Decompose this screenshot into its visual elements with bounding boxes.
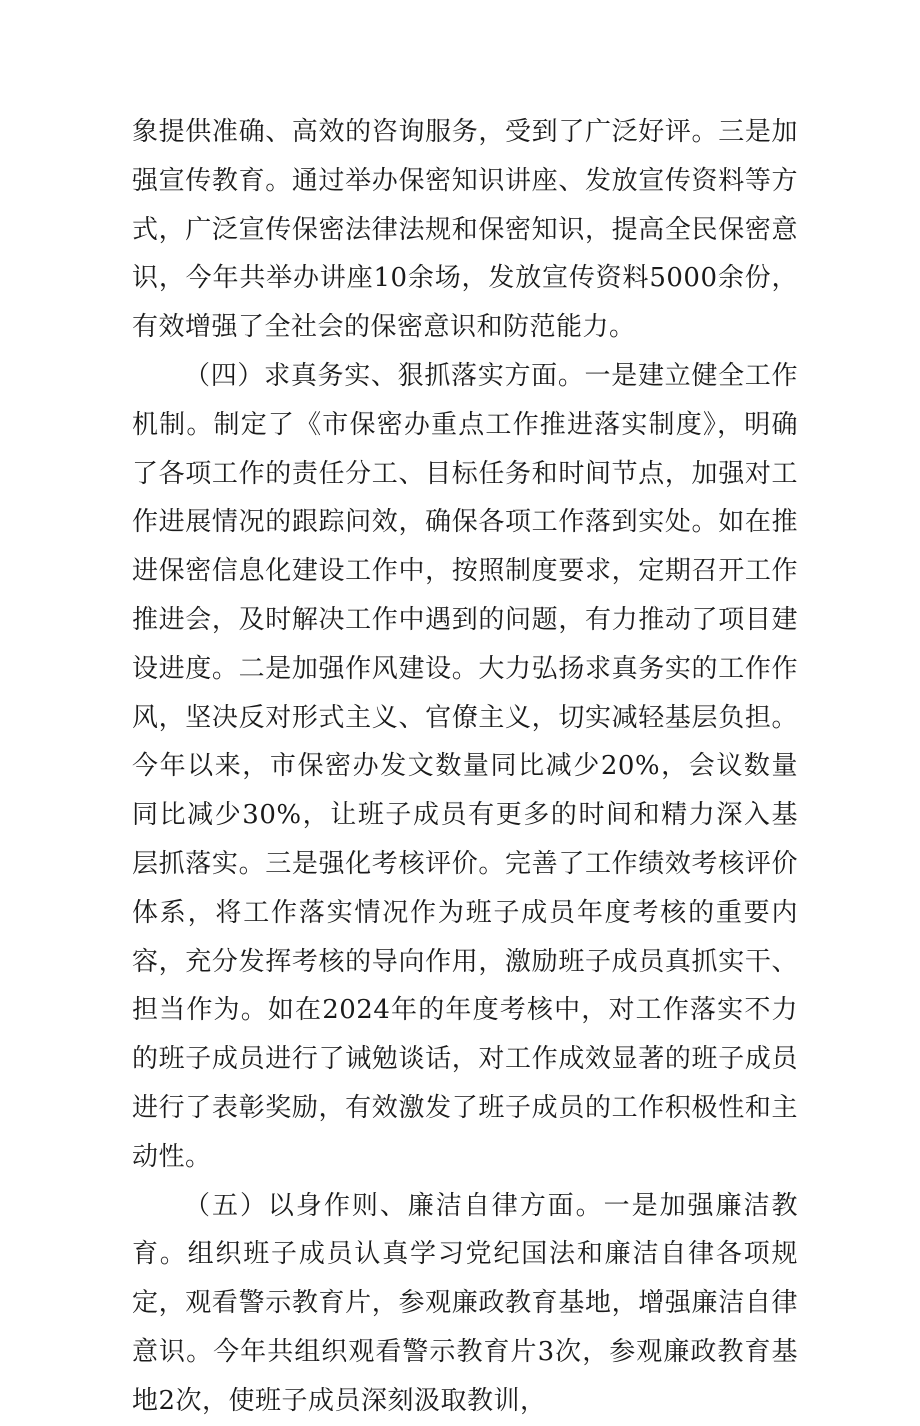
paragraph-continued: 象提供准确、高效的咨询服务，受到了广泛好评。三是加强宣传教育。通过举办保密知识讲座、发放宣传资料等方式，广泛宣传保密法律法规和保密知识，提高全民保密意识，今年共举办讲座10余场，发放宣传资料5000余份，有效增强了全社会的保密意识和防范能力。 xyxy=(132,117,798,343)
document-body xyxy=(132,108,798,1426)
paragraph-section-five: （五）以身作则、廉洁自律方面。一是加强廉洁教育。组织班子成员认真学习党纪国法和廉洁自律各项规定，观看警示教育片，参观廉政教育基地，增强廉洁自律意识。今年共组织观看警示教育片3次，参观廉政教育基地2次，使班子成员深刻汲取教训， xyxy=(132,1190,798,1416)
paragraph-section-four: （四）求真务实、狠抓落实方面。一是建立健全工作机制。制定了《市保密办重点工作推进落实制度》，明确了各项工作的责任分工、目标任务和时间节点，加强对工作进展情况的跟踪问效，确保各项工作落到实处。如在推进保密信息化建设工作中，按照制度要求，定期召开工作推进会，及时解决工作中遇到的问题，有力推动了项目建设进度。二是加强作风建设。大力弘扬求真务实的工作作风，坚决反对形式主义、官僚主义，切实减轻基层负担。今年以来，市保密办发文数量同比减少20%，会议数量同比减少30%，让班子成员有更多的时间和精力深入基层抓落实。三是强化考核评价。完善了工作绩效考核评价体系，将工作落实情况作为班子成员年度考核的重要内容，充分发挥考核的导向作用，激励班子成员真抓实干、担当作为。如在2024年的年度考核中，对工作落实不力的班子成员进行了诫勉谈话，对工作成效显著的班子成员进行了表彰奖励，有效激发了班子成员的工作积极性和主动性。 xyxy=(132,360,798,1172)
